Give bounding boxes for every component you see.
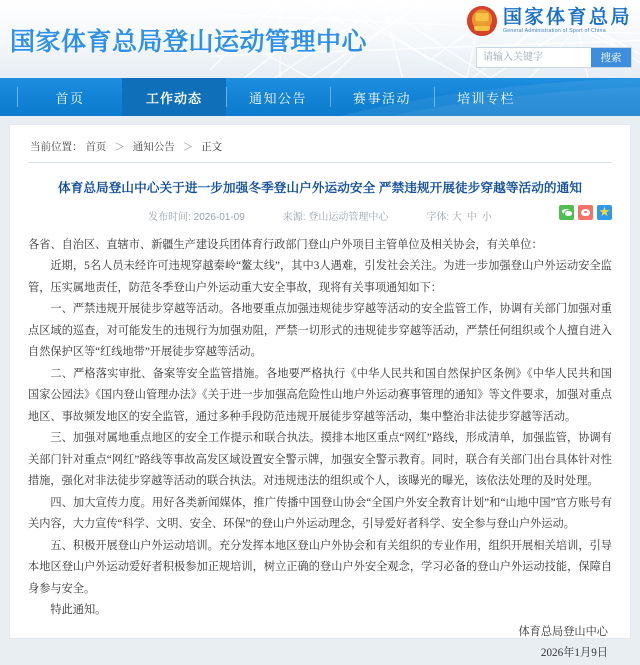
article-paragraph: 四、加大宣传力度。用好各类新闻媒体，推广传播中国登山协会“全国户外安全教育计划”和“山地中国”官方账号有关内容，大力宣传“科学、文明、安全、环保”的登山户外运动理念，引导爱好者科学、安全参与登山户外运动。 [28,496,612,531]
nav-item-work-updates[interactable] [122,78,226,116]
nav-lead-divider [0,78,18,116]
article-title: 体育总局登山中心关于进一步加强冬季登山户外运动安全 严禁违规开展徒步穿越等活动的通知 [57,181,583,195]
main-navigation [0,78,640,116]
weibo-icon[interactable] [578,205,593,220]
nav-item-announcements[interactable] [226,78,330,116]
article-paragraph: 一、严禁违规开展徒步穿越等活动。各地要重点加强违规徒步穿越等活动的安全监管工作，协调有关部门加强对重点区域的巡查，对可能发生的违规行为加强劝阻，严禁一切形式的违规徒步穿越等活动，严禁任何组织或个人擅自进入自然保护区等“红线地带”开展徒步穿越等活动。 [28,303,612,359]
nav-item-label: 首页 [55,90,85,106]
source-value: 登山运动管理中心 [308,211,389,223]
gov-logo [467,6,632,36]
breadcrumb-prefix: 当前位置： [30,141,83,153]
article-paragraph: 特此通知。 [50,604,107,617]
search-button[interactable]: 搜索 [591,48,631,67]
breadcrumb-separator: ＞ [182,141,194,153]
site-title: 国家体育总局登山运动管理中心 [10,28,368,56]
share-buttons [559,205,612,220]
nav-item-events[interactable] [330,78,434,116]
favorite-star-icon[interactable] [597,205,612,220]
fontsize-group [426,208,492,223]
fontsize-label: 字体: [426,211,450,223]
breadcrumb-separator: ＞ [114,141,125,153]
breadcrumb-item-current: 正文 [201,141,223,153]
national-emblem-icon [467,6,497,36]
search-box [476,47,632,68]
nav-item-label: 通知公告 [248,90,307,106]
signature-org: 体育总局登山中心 [518,625,608,638]
publish-date-group [148,208,245,223]
article-paragraph: 近期，5名人员未经许可违规穿越秦岭“鳌太线”，其中3人遇难，引发社会关注。为进一步加强登山户外运动安全监管，压实属地责任，防范冬季登山户外运动重大安全事故，现将有关事项通知如下： [28,260,612,294]
publish-date-label: 发布时间: [148,211,191,223]
nav-item-home[interactable] [18,78,122,116]
search-input[interactable] [477,48,591,67]
fontsize-medium-button[interactable]: 中 [466,211,477,223]
article-body [28,229,612,622]
fontsize-small-button[interactable]: 小 [481,211,492,223]
site-banner [0,0,640,78]
breadcrumb-item-home[interactable]: 首页 [85,141,107,153]
article-card [9,124,631,660]
source-group [283,208,389,223]
signature-date: 2026年1月9日 [540,647,608,660]
source-label: 来源: [282,211,306,223]
nav-item-label: 赛事活动 [352,90,411,106]
wechat-icon[interactable] [559,205,574,220]
article-paragraph: 二、严格落实审批、备案等安全监管措施。各地要严格执行《中华人民共和国自然保护区条例》《中华人民共和国国家公园法》《国内登山管理办法》《关于进一步加强高危险性山地户外运动赛事管理的通知》等文件要求，加强对重点地区、事故频发地区的安全监管，通过多种手段防范违规开展徒步穿越等活动，集中整治非法徒步穿越等活动。 [28,367,612,423]
article-paragraph: 各省、自治区、直辖市、新疆生产建设兵团体育行政部门登山户外项目主管单位及相关协会，有关单位： [28,238,543,251]
article-meta [28,198,612,229]
nav-item-label: 工作动态 [145,90,202,106]
article-paragraph: 三、加强对属地重点地区的安全工作提示和联合执法。摸排本地区重点“网红”路线，形成清单，加强监管，协调有关部门针对重点“网红”路线等事故高发区域设置安全警示牌，加强安全警示教育。同时，联合有关部门出台具体针对性措施，强化对非法徒步穿越等活动的联合执法。对违规违法的组织或个人，该曝光的曝光，该依法处理的及时处理。 [28,432,612,488]
breadcrumb [28,135,612,163]
page-body [0,116,640,660]
gov-logo-en: General Administration of Sport of China [502,27,606,34]
gov-logo-cn: 国家体育总局 [502,6,632,28]
publish-date-value: 2026-01-09 [193,211,245,223]
nav-item-training[interactable] [434,78,538,116]
article-paragraph: 五、积极开展登山户外运动培训。充分发挥本地区登山户外协会和有关组织的专业作用，组织开展相关培训，引导本地区登山户外运动爱好者积极参加正规培训，树立正确的登山户外安全观念，学习必备的登山户外运动技能，保障自身参与安全。 [28,539,612,595]
nav-item-label: 培训专栏 [456,90,515,106]
breadcrumb-item-announcements[interactable]: 通知公告 [132,141,175,153]
fontsize-large-button[interactable]: 大 [451,211,462,223]
